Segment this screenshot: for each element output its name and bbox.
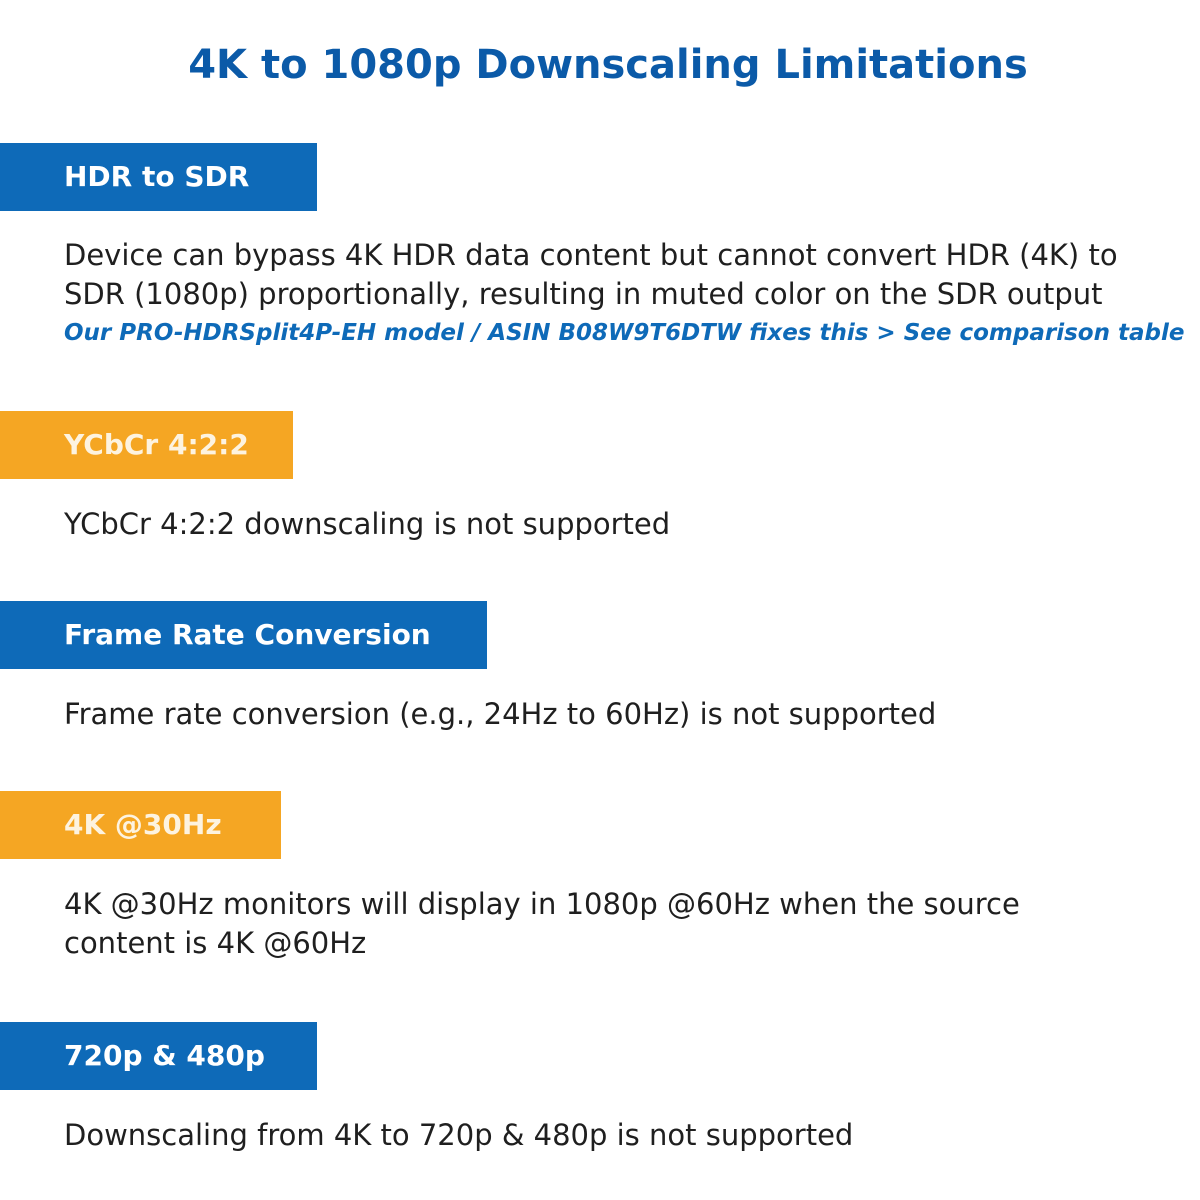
section-heading-720p-480p: 720p & 480p xyxy=(0,1022,317,1090)
section-heading-ycbcr: YCbCr 4:2:2 xyxy=(0,411,293,479)
section-text-frame-rate-line-1: Frame rate conversion (e.g., 24Hz to 60Hz) is not supported xyxy=(64,697,937,731)
comparison-note-link[interactable]: Our PRO-HDRSplit4P-EH model / ASIN B08W9T6DTW fixes this > See comparison table xyxy=(64,320,1185,346)
section-text-720p-480p-line-1: Downscaling from 4K to 720p & 480p is not supported xyxy=(64,1118,854,1152)
section-text-hdr-to-sdr-line-2: SDR (1080p) proportionally, resulting in muted color on the SDR output xyxy=(64,277,1103,311)
section-text-4k-30hz-line-2: content is 4K @60Hz xyxy=(64,926,367,960)
section-text-4k-30hz-line-1: 4K @30Hz monitors will display in 1080p @60Hz when the source xyxy=(64,887,1020,921)
section-text-hdr-to-sdr-line-1: Device can bypass 4K HDR data content but cannot convert HDR (4K) to xyxy=(64,238,1118,272)
section-heading-4k-30hz: 4K @30Hz xyxy=(0,791,281,859)
section-text-ycbcr-line-1: YCbCr 4:2:2 downscaling is not supported xyxy=(64,507,671,541)
section-heading-frame-rate: Frame Rate Conversion xyxy=(0,601,487,669)
section-heading-hdr-to-sdr: HDR to SDR xyxy=(0,143,317,211)
page-title: 4K to 1080p Downscaling Limitations xyxy=(188,42,1028,88)
